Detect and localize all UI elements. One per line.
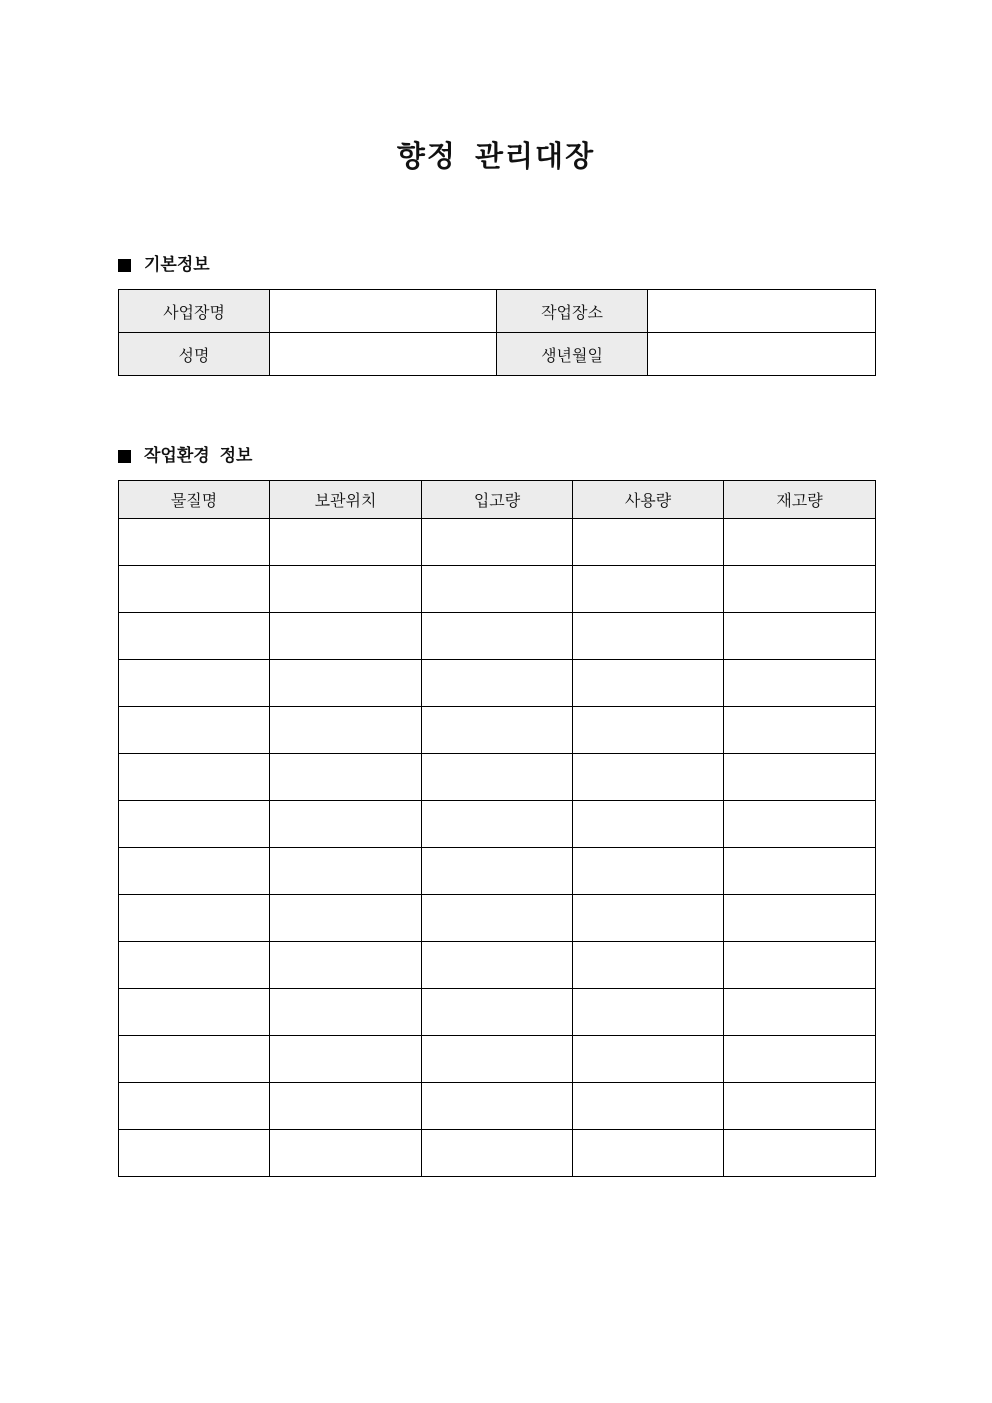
substance-cell[interactable] bbox=[119, 707, 270, 754]
substance-cell[interactable] bbox=[119, 989, 270, 1036]
substance-cell[interactable] bbox=[119, 519, 270, 566]
inventory-header-row bbox=[119, 481, 876, 519]
substance-cell[interactable] bbox=[119, 895, 270, 942]
inventory-body bbox=[119, 519, 876, 1177]
used-amount-cell[interactable] bbox=[573, 1083, 724, 1130]
substance-cell[interactable] bbox=[119, 660, 270, 707]
storage-location-cell[interactable] bbox=[270, 754, 422, 801]
storage-location-cell[interactable] bbox=[270, 707, 422, 754]
stock-amount-cell[interactable] bbox=[724, 519, 876, 566]
substance-cell[interactable] bbox=[119, 801, 270, 848]
received-amount-cell[interactable] bbox=[422, 895, 573, 942]
used-amount-cell[interactable] bbox=[573, 989, 724, 1036]
stock-amount-cell[interactable] bbox=[724, 942, 876, 989]
workplace-name-label: 사업장명 bbox=[119, 290, 270, 333]
received-amount-cell[interactable] bbox=[422, 1083, 573, 1130]
table-row bbox=[119, 1130, 876, 1177]
work-environment-heading-text: 작업환경 정보 bbox=[144, 446, 253, 466]
storage-location-cell[interactable] bbox=[270, 1130, 422, 1177]
square-bullet-icon bbox=[118, 259, 131, 272]
used-amount-cell[interactable] bbox=[573, 1130, 724, 1177]
storage-location-cell[interactable] bbox=[270, 613, 422, 660]
received-amount-cell[interactable] bbox=[422, 848, 573, 895]
storage-location-cell[interactable] bbox=[270, 660, 422, 707]
person-name-field[interactable] bbox=[270, 333, 497, 376]
storage-location-cell[interactable] bbox=[270, 566, 422, 613]
stock-amount-cell[interactable] bbox=[724, 566, 876, 613]
stock-amount-cell[interactable] bbox=[724, 989, 876, 1036]
substance-cell[interactable] bbox=[119, 566, 270, 613]
substance-cell[interactable] bbox=[119, 1130, 270, 1177]
stock-amount-cell[interactable] bbox=[724, 754, 876, 801]
storage-location-cell[interactable] bbox=[270, 942, 422, 989]
received-amount-cell[interactable] bbox=[422, 613, 573, 660]
received-amount-cell[interactable] bbox=[422, 660, 573, 707]
stock-amount-cell[interactable] bbox=[724, 1036, 876, 1083]
storage-location-cell[interactable] bbox=[270, 1083, 422, 1130]
received-amount-cell[interactable] bbox=[422, 566, 573, 613]
storage-location-cell[interactable] bbox=[270, 895, 422, 942]
received-amount-cell[interactable] bbox=[422, 1130, 573, 1177]
used-amount-cell[interactable] bbox=[573, 801, 724, 848]
person-name-label: 성명 bbox=[119, 333, 270, 376]
table-row bbox=[119, 801, 876, 848]
substance-cell[interactable] bbox=[119, 848, 270, 895]
stock-amount-cell[interactable] bbox=[724, 848, 876, 895]
used-amount-cell[interactable] bbox=[573, 519, 724, 566]
stock-amount-cell[interactable] bbox=[724, 1130, 876, 1177]
table-row bbox=[119, 895, 876, 942]
substance-cell[interactable] bbox=[119, 754, 270, 801]
basic-info-heading bbox=[118, 252, 210, 278]
basic-info-row bbox=[119, 290, 876, 333]
storage-location-cell[interactable] bbox=[270, 848, 422, 895]
storage-location-cell[interactable] bbox=[270, 519, 422, 566]
inventory-table bbox=[118, 480, 876, 1177]
used-amount-cell[interactable] bbox=[573, 848, 724, 895]
used-amount-cell[interactable] bbox=[573, 613, 724, 660]
table-row bbox=[119, 848, 876, 895]
received-amount-cell[interactable] bbox=[422, 519, 573, 566]
table-row bbox=[119, 660, 876, 707]
used-amount-cell[interactable] bbox=[573, 566, 724, 613]
work-environment-heading bbox=[118, 443, 252, 469]
stock-amount-cell[interactable] bbox=[724, 1083, 876, 1130]
table-row bbox=[119, 613, 876, 660]
storage-location-cell[interactable] bbox=[270, 801, 422, 848]
table-row bbox=[119, 1083, 876, 1130]
used-amount-cell[interactable] bbox=[573, 707, 724, 754]
work-location-field[interactable] bbox=[648, 290, 876, 333]
received-amount-cell[interactable] bbox=[422, 1036, 573, 1083]
substance-cell[interactable] bbox=[119, 613, 270, 660]
table-row bbox=[119, 754, 876, 801]
used-amount-cell[interactable] bbox=[573, 895, 724, 942]
column-header-used-amount: 사용량 bbox=[573, 481, 724, 519]
workplace-name-field[interactable] bbox=[270, 290, 497, 333]
received-amount-cell[interactable] bbox=[422, 707, 573, 754]
stock-amount-cell[interactable] bbox=[724, 801, 876, 848]
received-amount-cell[interactable] bbox=[422, 942, 573, 989]
column-header-storage-location: 보관위치 bbox=[270, 481, 422, 519]
square-bullet-icon bbox=[118, 450, 131, 463]
received-amount-cell[interactable] bbox=[422, 754, 573, 801]
basic-info-table bbox=[118, 289, 876, 376]
received-amount-cell[interactable] bbox=[422, 801, 573, 848]
table-row bbox=[119, 1036, 876, 1083]
stock-amount-cell[interactable] bbox=[724, 660, 876, 707]
table-row bbox=[119, 707, 876, 754]
used-amount-cell[interactable] bbox=[573, 660, 724, 707]
work-location-label: 작업장소 bbox=[497, 290, 648, 333]
column-header-substance: 물질명 bbox=[119, 481, 270, 519]
used-amount-cell[interactable] bbox=[573, 1036, 724, 1083]
storage-location-cell[interactable] bbox=[270, 989, 422, 1036]
page-title: 향정 관리대장 bbox=[396, 139, 596, 173]
table-row bbox=[119, 566, 876, 613]
storage-location-cell[interactable] bbox=[270, 1036, 422, 1083]
substance-cell[interactable] bbox=[119, 1083, 270, 1130]
received-amount-cell[interactable] bbox=[422, 989, 573, 1036]
birth-date-label: 생년월일 bbox=[497, 333, 648, 376]
substance-cell[interactable] bbox=[119, 942, 270, 989]
column-header-stock-amount: 재고량 bbox=[724, 481, 876, 519]
used-amount-cell[interactable] bbox=[573, 942, 724, 989]
birth-date-field[interactable] bbox=[648, 333, 876, 376]
substance-cell[interactable] bbox=[119, 1036, 270, 1083]
column-header-received-amount: 입고량 bbox=[422, 481, 573, 519]
stock-amount-cell[interactable] bbox=[724, 707, 876, 754]
used-amount-cell[interactable] bbox=[573, 754, 724, 801]
stock-amount-cell[interactable] bbox=[724, 895, 876, 942]
stock-amount-cell[interactable] bbox=[724, 613, 876, 660]
table-row bbox=[119, 989, 876, 1036]
basic-info-heading-text: 기본정보 bbox=[144, 255, 210, 275]
table-row bbox=[119, 519, 876, 566]
basic-info-row bbox=[119, 333, 876, 376]
table-row bbox=[119, 942, 876, 989]
